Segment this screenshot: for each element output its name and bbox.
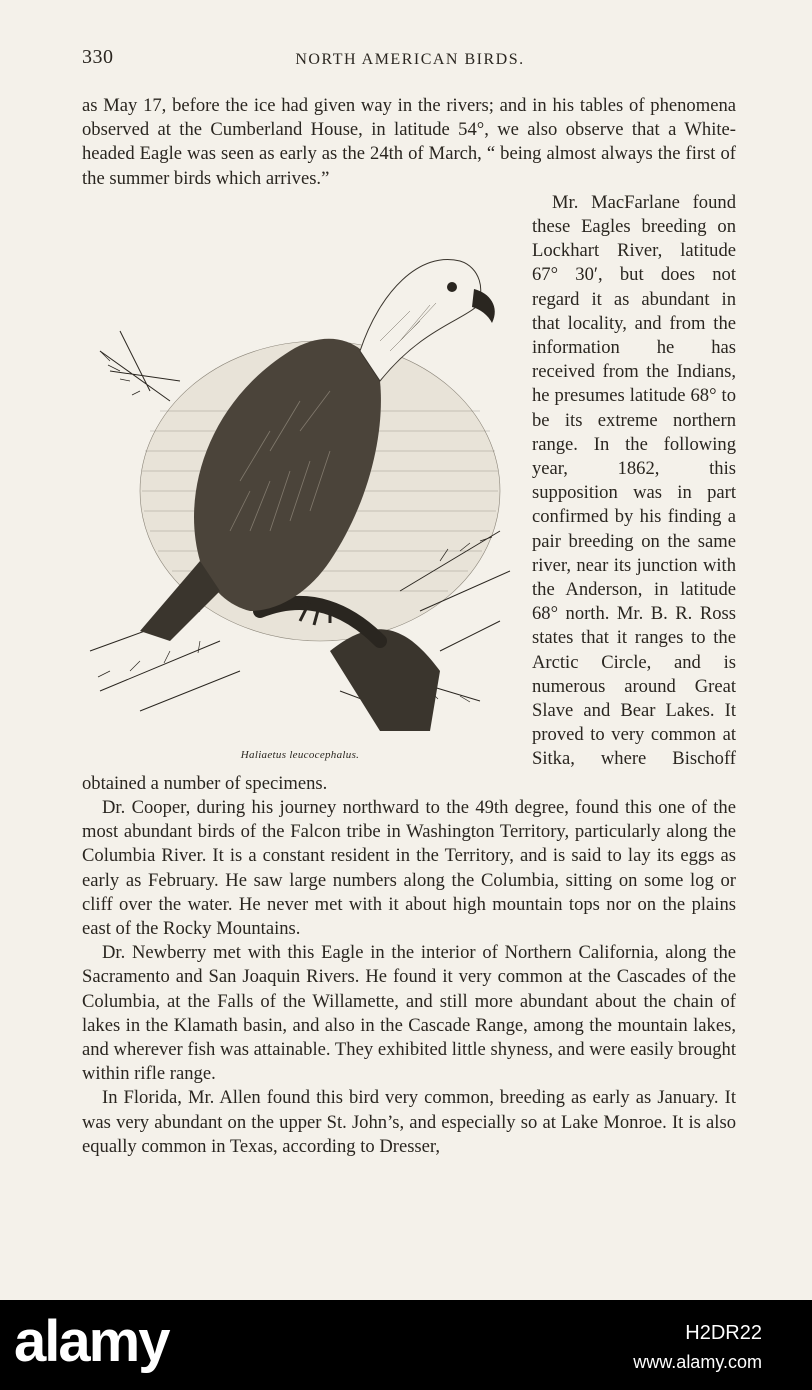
paragraph-1: as May 17, before the ice had given way in the rivers; and in his tables of phenomena observed at the Cumberland House, in latitude 54°, we also observe that a White-headed Eagle was seen as early as the 24th of March, “ being almost always the first of the summer birds which arrives.” xyxy=(82,95,736,189)
page-number: 330 xyxy=(82,46,114,68)
stock-url: www.alamy.com xyxy=(633,1352,762,1372)
figure-caption: Haliaetus leucocephalus. xyxy=(240,748,360,761)
paragraph-5: In Florida, Mr. Allen found this bird very common, breeding as early as January. It was very abundant on the upper St. John’s, and especially so at Lake Monroe. It is also equally common in Texas, according to Dresser, xyxy=(82,1087,736,1157)
alamy-logo: alamy xyxy=(14,1309,169,1374)
eagle-figure xyxy=(80,225,520,765)
stock-image-id: H2DR22 xyxy=(685,1322,762,1344)
body-text xyxy=(82,94,736,1159)
watermark-bar xyxy=(0,1300,812,1390)
paragraph-4: Dr. Newberry met with this Eagle in the interior of Northern California, along the Sacramento and San Joaquin Rivers. He found it very common at the Cascades of the Columbia, at the Falls of the Willamette, and still more abundant about the chain of lakes in the Klamath basin, and also in the Cascade Range, among the mountain lakes, and wherever fish was attainable. They exhibited little shyness, and were easily brought within rifle range. xyxy=(82,942,736,1085)
eagle-engraving-illustration xyxy=(80,231,520,731)
page-header xyxy=(82,46,738,80)
paragraph-2: Mr. MacFarlane found these Eagles breeding on Lockhart River, latitude 67° 30′, but does not regard it as abundant in that locality, and from the information he has received from the Indians, he presumes latitude 68° to be its extreme northern range. In the following year, 1862, this supposition was in part confirmed by his finding a pair breeding on the same river, near its junction with the Anderson, in latitude 68° north. Mr. B. R. Ross states that it ranges to the Arctic Circle, and is numerous around Great Slave and Bear Lakes. It proved to very common at Sitka, where Bischoff obtained a number of specimens. xyxy=(82,191,736,794)
paragraph-3: Dr. Cooper, during his journey northward to the 49th degree, found this one of the most abundant birds of the Falcon tribe in Washington Territory, particularly along the Columbia River. It is a constant resident in the Territory, and is said to lay its eggs as early as February. He saw large numbers along the Columbia, sitting on some log or cliff over the water. He never met with it about high mountain tops nor on the plains east of the Rocky Mountains. xyxy=(82,796,736,939)
running-head: NORTH AMERICAN BIRDS. xyxy=(295,51,525,68)
